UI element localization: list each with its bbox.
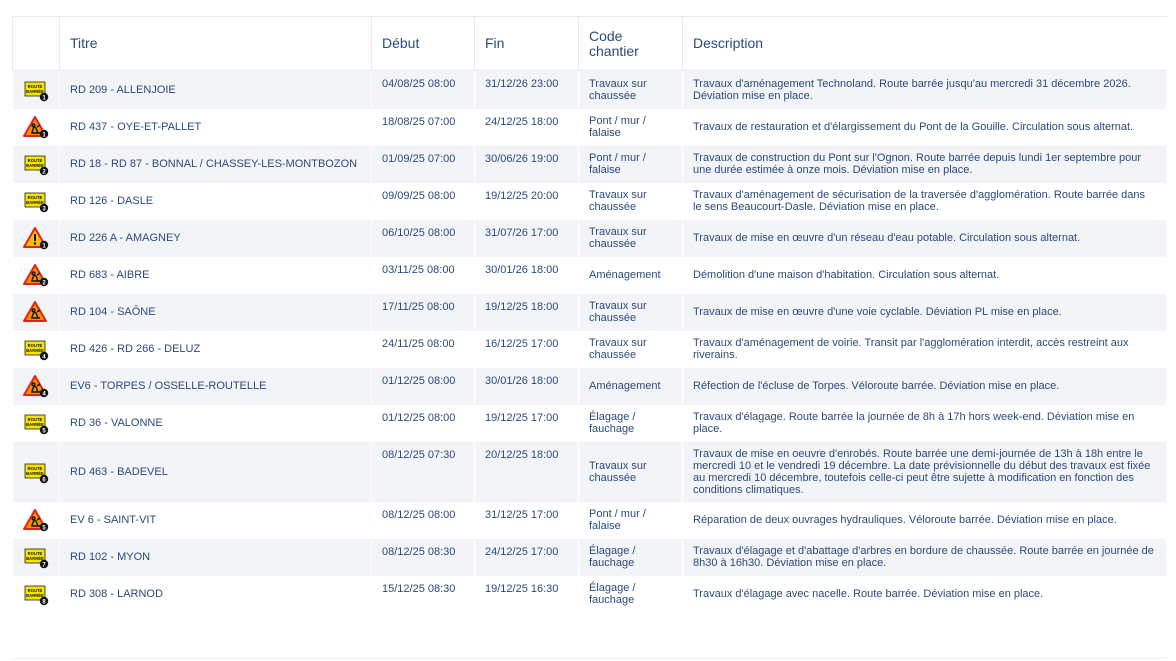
row-code-chantier: Pont / mur / falaise (579, 109, 683, 146)
sign-number: 4 (42, 391, 46, 398)
row-description: Travaux d'élagage et d'abattage d'arbres en bordure de chaussée. Route barrée en journée de 8h30 à 16h30. Déviation mise en place. (683, 539, 1167, 576)
row-description: Réfection de l'écluse de Torpes. Véloroute barrée. Déviation mise en place. (683, 368, 1167, 405)
sign-number: 7 (42, 562, 46, 569)
header-description[interactable]: Description (683, 17, 1167, 71)
row-code-chantier: Travaux sur chaussée (579, 294, 683, 331)
table-row[interactable] (13, 109, 1167, 146)
roadworks-sign-icon (23, 263, 49, 287)
row-end-date: 30/01/26 18:00 (475, 257, 579, 294)
row-title: RD 104 - SAÔNE (60, 294, 372, 331)
row-title: RD 102 - MYON (60, 539, 372, 576)
table-row[interactable] (13, 368, 1167, 405)
divider (12, 658, 1166, 659)
route-barree-icon (23, 411, 49, 435)
sign-text-line1: ROUTE (27, 465, 43, 471)
header-end[interactable]: Fin (475, 17, 579, 71)
row-start-date: 08/12/25 08:30 (372, 539, 475, 576)
row-code-chantier: Pont / mur / falaise (579, 502, 683, 539)
header-start[interactable]: Début (372, 17, 475, 71)
sign-number: 6 (42, 476, 46, 483)
row-start-date: 01/09/25 07:00 (372, 146, 475, 183)
row-code-chantier: Aménagement (579, 257, 683, 294)
sign-number: 2 (42, 280, 46, 287)
row-start-date: 04/08/25 08:00 (372, 71, 475, 109)
row-title: RD 426 - RD 266 - DELUZ (60, 331, 372, 368)
roadworks-sign-icon (23, 115, 49, 139)
row-icon-cell (13, 368, 60, 405)
row-start-date: 01/12/25 08:00 (372, 368, 475, 405)
sign-text-line2: BARRÉE (25, 422, 44, 427)
sign-number: 8 (42, 599, 46, 606)
row-description: Travaux d'élagage avec nacelle. Route barrée. Déviation mise en place. (683, 576, 1167, 613)
route-barree-icon (23, 582, 49, 606)
row-start-date: 03/11/25 08:00 (372, 257, 475, 294)
row-title: RD 209 - ALLENJOIE (60, 71, 372, 109)
table-row[interactable] (13, 294, 1167, 331)
row-title: RD 308 - LARNOD (60, 576, 372, 613)
table-row[interactable] (13, 220, 1167, 257)
row-start-date: 24/11/25 08:00 (372, 331, 475, 368)
row-icon-cell (13, 183, 60, 220)
row-description: Réparation de deux ouvrages hydrauliques. Véloroute barrée. Déviation mise en place. (683, 502, 1167, 539)
row-description: Travaux de restauration et d'élargissement du Pont de la Gouille. Circulation sous alternat. (683, 109, 1167, 146)
row-title: RD 437 - OYE-ET-PALLET (60, 109, 372, 146)
row-start-date: 09/09/25 08:00 (372, 183, 475, 220)
row-icon-cell (13, 294, 60, 331)
row-end-date: 19/12/25 16:30 (475, 576, 579, 613)
row-icon-cell (13, 502, 60, 539)
roadworks-table-container (12, 16, 1166, 613)
sign-number: 1 (42, 243, 46, 250)
row-code-chantier: Pont / mur / falaise (579, 146, 683, 183)
row-end-date: 31/07/26 17:00 (475, 220, 579, 257)
row-end-date: 30/06/26 19:00 (475, 146, 579, 183)
row-title: EV 6 - SAINT-VIT (60, 502, 372, 539)
row-description: Travaux d'aménagement Technoland. Route barrée jusqu'au mercredi 31 décembre 2026. Déviation mise en place. (683, 71, 1167, 109)
row-start-date: 15/12/25 08:30 (372, 576, 475, 613)
route-barree-icon (23, 78, 49, 102)
header-code[interactable]: Code chantier (579, 17, 683, 71)
row-code-chantier: Travaux sur chaussée (579, 331, 683, 368)
row-description: Travaux de construction du Pont sur l'Ognon. Route barrée depuis lundi 1er septembre pour une durée estimée à onze mois. Déviation mise en place. (683, 146, 1167, 183)
table-body (13, 71, 1167, 613)
table-row[interactable] (13, 576, 1167, 613)
sign-text-line1: ROUTE (27, 195, 43, 200)
row-icon-cell (13, 257, 60, 294)
sign-number: 3 (42, 206, 46, 213)
row-icon-cell (13, 71, 60, 109)
row-code-chantier: Travaux sur chaussée (579, 220, 683, 257)
table-row[interactable] (13, 257, 1167, 294)
row-icon-cell (13, 331, 60, 368)
row-code-chantier: Travaux sur chaussée (579, 442, 683, 502)
row-start-date: 08/12/25 08:00 (372, 502, 475, 539)
row-icon-cell (13, 146, 60, 183)
sign-text-line2: BARRÉE (25, 88, 44, 94)
header-title[interactable]: Titre (60, 17, 372, 71)
row-description: Travaux d'élagage. Route barrée la journée de 8h à 17h hors week-end. Déviation mise en place. (683, 405, 1167, 442)
table-row[interactable] (13, 539, 1167, 576)
sign-text-line2: BARRÉE (25, 593, 44, 598)
row-start-date: 01/12/25 08:00 (372, 405, 475, 442)
table-row[interactable] (13, 183, 1167, 220)
table-row[interactable] (13, 502, 1167, 539)
sign-text-line1: ROUTE (27, 588, 43, 593)
table-row[interactable] (13, 146, 1167, 183)
row-start-date: 06/10/25 08:00 (372, 220, 475, 257)
row-icon-cell (13, 405, 60, 442)
row-description: Travaux d'aménagement de voirie. Transit par l'agglomération interdit, accès restreint aux riverains. (683, 331, 1167, 368)
table-row[interactable] (13, 71, 1167, 109)
sign-text-line1: ROUTE (27, 343, 43, 348)
table-row[interactable] (13, 331, 1167, 368)
roadworks-sign-icon (23, 508, 49, 532)
row-start-date: 18/08/25 07:00 (372, 109, 475, 146)
sign-number: 5 (42, 428, 46, 435)
row-code-chantier: Aménagement (579, 368, 683, 405)
sign-number: 1 (42, 95, 46, 102)
sign-text-line1: ROUTE (27, 551, 43, 556)
sign-number: 4 (42, 354, 46, 361)
sign-text-line2: BARRÉE (25, 556, 44, 561)
sign-text-line2: BARRÉE (25, 470, 44, 476)
sign-number: 2 (42, 169, 46, 176)
row-end-date: 19/12/25 17:00 (475, 405, 579, 442)
row-end-date: 24/12/25 17:00 (475, 539, 579, 576)
sign-number: 5 (42, 525, 46, 532)
row-icon-cell (13, 576, 60, 613)
row-end-date: 31/12/25 17:00 (475, 502, 579, 539)
row-description: Travaux de mise en œuvre d'une voie cyclable. Déviation PL mise en place. (683, 294, 1167, 331)
row-code-chantier: Élagage / fauchage (579, 576, 683, 613)
header-icon (13, 17, 60, 71)
row-start-date: 17/11/25 08:00 (372, 294, 475, 331)
row-code-chantier: Élagage / fauchage (579, 539, 683, 576)
row-end-date: 19/12/25 20:00 (475, 183, 579, 220)
row-title: RD 18 - RD 87 - BONNAL / CHASSEY-LES-MONTBOZON (60, 146, 372, 183)
roadworks-sign-icon (23, 374, 49, 398)
row-code-chantier: Travaux sur chaussée (579, 71, 683, 109)
route-barree-icon (23, 152, 49, 176)
row-description: Travaux de mise en œuvre d'un réseau d'eau potable. Circulation sous alternat. (683, 220, 1167, 257)
roadworks-table (12, 16, 1167, 613)
row-end-date: 19/12/25 18:00 (475, 294, 579, 331)
sign-text-line2: BARRÉE (25, 200, 44, 205)
row-title: RD 463 - BADEVEL (60, 442, 372, 502)
sign-text-line2: BARRÉE (25, 348, 44, 353)
row-title: EV6 - TORPES / OSSELLE-ROUTELLE (60, 368, 372, 405)
row-end-date: 20/12/25 18:00 (475, 442, 579, 502)
sign-number: 1 (42, 132, 46, 139)
sign-text-line1: ROUTE (27, 158, 43, 163)
row-end-date: 31/12/26 23:00 (475, 71, 579, 109)
sign-text-line1: ROUTE (27, 417, 43, 422)
warning-sign-icon (23, 226, 49, 250)
row-icon-cell (13, 442, 60, 502)
table-row[interactable] (13, 442, 1167, 502)
row-end-date: 30/01/26 18:00 (475, 368, 579, 405)
row-start-date: 08/12/25 07:30 (372, 442, 475, 502)
roadworks-sign-icon (23, 300, 49, 324)
table-row[interactable] (13, 405, 1167, 442)
row-title: RD 36 - VALONNE (60, 405, 372, 442)
row-code-chantier: Travaux sur chaussée (579, 183, 683, 220)
row-title: RD 226 A - AMAGNEY (60, 220, 372, 257)
row-title: RD 126 - DASLE (60, 183, 372, 220)
row-description: Travaux d'aménagement de sécurisation de la traversée d'agglomération. Route barrée dans le sens Beaucourt-Dasle. Déviation mise en place. (683, 183, 1167, 220)
route-barree-icon (23, 545, 49, 569)
row-end-date: 16/12/25 17:00 (475, 331, 579, 368)
row-title: RD 683 - AIBRE (60, 257, 372, 294)
row-icon-cell (13, 539, 60, 576)
route-barree-icon (23, 337, 49, 361)
row-code-chantier: Élagage / fauchage (579, 405, 683, 442)
row-description: Démolition d'une maison d'habitation. Circulation sous alternat. (683, 257, 1167, 294)
route-barree-icon (23, 460, 49, 484)
row-description: Travaux de mise en oeuvre d'enrobés. Route barrée une demi-journée de 13h à 18h entre le mercredi 10 et le vendredi 19 décembre. La date prévisionnelle du début des travaux est fixée au mercredi 10 décembre, toutefois celle-ci peut être sujette à modification en fonction des conditions climatiques. (683, 442, 1167, 502)
route-barree-icon (23, 189, 49, 213)
sign-text-line1: ROUTE (27, 83, 43, 89)
row-end-date: 24/12/25 18:00 (475, 109, 579, 146)
sign-text-line2: BARRÉE (25, 163, 44, 168)
row-icon-cell (13, 220, 60, 257)
table-header-row (13, 17, 1167, 71)
row-icon-cell (13, 109, 60, 146)
